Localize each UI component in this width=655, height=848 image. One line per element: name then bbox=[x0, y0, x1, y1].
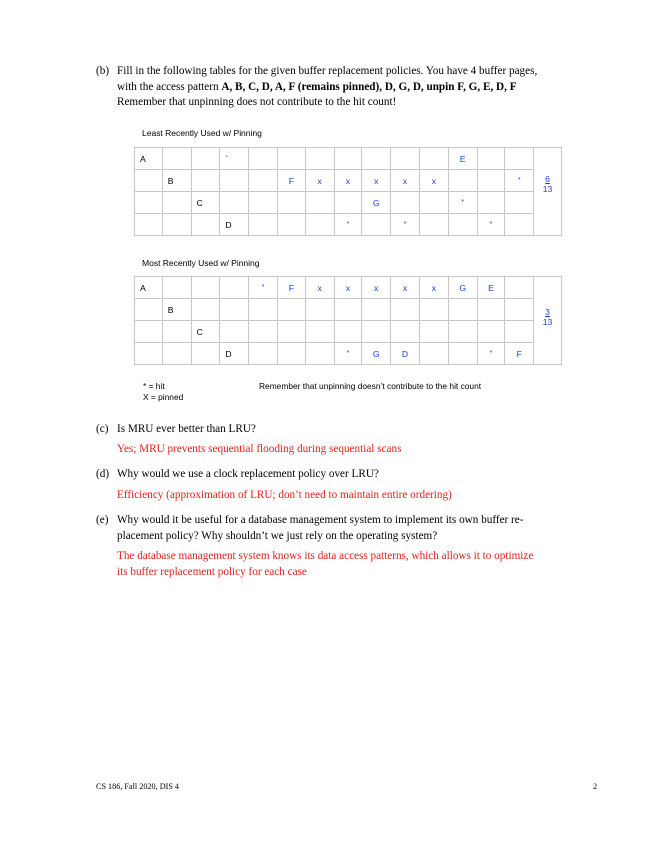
table-cell bbox=[162, 343, 191, 365]
hit-count: 3 bbox=[545, 307, 550, 317]
table-cell bbox=[220, 321, 249, 343]
table-cell bbox=[362, 299, 391, 321]
table-cell: E bbox=[448, 148, 477, 170]
table-cell: x bbox=[391, 277, 420, 299]
table-cell bbox=[362, 214, 391, 236]
table-cell: C bbox=[191, 321, 220, 343]
table-cell bbox=[220, 299, 249, 321]
table-cell bbox=[305, 343, 334, 365]
table-cell bbox=[419, 214, 448, 236]
table-cell bbox=[249, 343, 278, 365]
legend-hit: * = hit bbox=[143, 381, 165, 391]
table-row bbox=[135, 321, 562, 343]
part-e-question-line1: Why would it be useful for a database management system to implement its own buffer re- bbox=[117, 514, 524, 526]
table-cell: D bbox=[220, 214, 249, 236]
table-cell bbox=[505, 277, 534, 299]
table-cell bbox=[305, 148, 334, 170]
part-e-label: (e) bbox=[96, 514, 109, 526]
part-d-answer: Efficiency (approximation of LRU; don’t need to maintain entire ordering) bbox=[117, 489, 452, 501]
table-cell: * bbox=[334, 343, 362, 365]
table-cell: x bbox=[391, 170, 420, 192]
table-cell: E bbox=[477, 277, 505, 299]
part-d-question: Why would we use a clock replacement policy over LRU? bbox=[117, 468, 379, 480]
table-cell bbox=[391, 321, 420, 343]
score-cell bbox=[534, 148, 562, 236]
table-cell bbox=[419, 148, 448, 170]
part-d-label: (d) bbox=[96, 468, 110, 480]
table-cell bbox=[477, 192, 505, 214]
table-cell bbox=[220, 277, 249, 299]
total-accesses: 13 bbox=[542, 317, 553, 327]
part-c-question: Is MRU ever better than LRU? bbox=[117, 423, 256, 435]
legend bbox=[143, 381, 183, 403]
table-cell: G bbox=[362, 343, 391, 365]
table-cell bbox=[249, 321, 278, 343]
table-cell bbox=[278, 192, 306, 214]
table-cell: F bbox=[505, 343, 534, 365]
table-cell bbox=[477, 170, 505, 192]
table-cell: * bbox=[249, 277, 278, 299]
table-cell bbox=[391, 148, 420, 170]
table-cell bbox=[448, 299, 477, 321]
table-cell bbox=[477, 299, 505, 321]
table-cell bbox=[448, 321, 477, 343]
table-cell: x bbox=[334, 170, 362, 192]
table-cell bbox=[135, 321, 163, 343]
table-cell bbox=[135, 343, 163, 365]
score-cell bbox=[534, 277, 562, 365]
table-cell: x bbox=[362, 277, 391, 299]
hit-score bbox=[534, 307, 561, 327]
total-accesses: 13 bbox=[542, 184, 553, 194]
table-cell bbox=[305, 299, 334, 321]
table-cell: x bbox=[419, 170, 448, 192]
table-cell: * bbox=[477, 343, 505, 365]
table-row bbox=[135, 299, 562, 321]
part-b-line2-prefix: with the access pattern bbox=[117, 80, 222, 93]
table-cell: B bbox=[162, 299, 191, 321]
table-cell bbox=[448, 214, 477, 236]
table-cell: x bbox=[419, 277, 448, 299]
part-e-answer-line2: its buffer replacement policy for each case bbox=[117, 565, 307, 578]
table-row bbox=[135, 343, 562, 365]
table-cell bbox=[391, 192, 420, 214]
table-cell bbox=[334, 299, 362, 321]
table-cell bbox=[135, 299, 163, 321]
table-cell: * bbox=[505, 170, 534, 192]
table-cell bbox=[191, 148, 220, 170]
table-cell bbox=[305, 321, 334, 343]
table-cell bbox=[162, 277, 191, 299]
footer-page-number: 2 bbox=[593, 782, 598, 791]
table-cell bbox=[419, 299, 448, 321]
table-cell: D bbox=[391, 343, 420, 365]
table-cell bbox=[362, 321, 391, 343]
table-cell bbox=[419, 192, 448, 214]
table-cell: * bbox=[477, 214, 505, 236]
table-cell bbox=[505, 214, 534, 236]
part-b-question bbox=[117, 64, 607, 111]
table-cell bbox=[505, 299, 534, 321]
lru-table-title: Least Recently Used w/ Pinning bbox=[142, 128, 262, 138]
footer-course: CS 186, Fall 2020, DIS 4 bbox=[96, 782, 180, 791]
table-cell bbox=[278, 299, 306, 321]
table-cell bbox=[448, 343, 477, 365]
table-cell bbox=[477, 321, 505, 343]
table-cell bbox=[249, 192, 278, 214]
table-cell bbox=[334, 192, 362, 214]
table-cell: ` bbox=[220, 148, 249, 170]
table-cell bbox=[249, 214, 278, 236]
table-cell bbox=[249, 170, 278, 192]
access-pattern: A, B, C, D, A, F (remains pinned), D, G, D, unpin F, G, E, D, F bbox=[221, 80, 517, 93]
table-cell bbox=[278, 321, 306, 343]
table-row bbox=[135, 148, 562, 170]
part-b-label: (b) bbox=[96, 65, 110, 77]
hit-count: 6 bbox=[545, 174, 550, 184]
part-e-answer-line1: The database management system knows its data access patterns, which allows it to optimize bbox=[117, 550, 534, 562]
table-row bbox=[135, 170, 562, 192]
table-cell bbox=[278, 343, 306, 365]
table-cell: A bbox=[135, 148, 163, 170]
table-cell bbox=[249, 148, 278, 170]
table-cell bbox=[448, 170, 477, 192]
table-row bbox=[135, 192, 562, 214]
table-cell bbox=[220, 170, 249, 192]
part-e-question bbox=[117, 513, 607, 544]
table-cell bbox=[391, 299, 420, 321]
table-row bbox=[135, 214, 562, 236]
part-c-label: (c) bbox=[96, 423, 109, 435]
table-cell bbox=[162, 214, 191, 236]
table-cell: F bbox=[278, 277, 306, 299]
legend-note: Remember that unpinning doesn’t contribute to the hit count bbox=[259, 381, 482, 391]
table-cell: x bbox=[334, 277, 362, 299]
table-cell: A bbox=[135, 277, 163, 299]
part-b-line3: Remember that unpinning does not contribute to the hit count! bbox=[117, 96, 397, 108]
table-cell bbox=[162, 148, 191, 170]
table-cell bbox=[362, 148, 391, 170]
table-cell bbox=[505, 148, 534, 170]
table-cell bbox=[249, 299, 278, 321]
table-cell: * bbox=[391, 214, 420, 236]
table-cell bbox=[278, 148, 306, 170]
mru-table bbox=[134, 276, 562, 365]
table-cell bbox=[191, 343, 220, 365]
table-cell: * bbox=[448, 192, 477, 214]
table-cell bbox=[505, 321, 534, 343]
part-b-line2 bbox=[117, 80, 607, 96]
table-cell bbox=[278, 214, 306, 236]
table-cell bbox=[191, 170, 220, 192]
table-cell bbox=[334, 321, 362, 343]
table-cell: F bbox=[278, 170, 306, 192]
table-cell bbox=[162, 321, 191, 343]
table-cell bbox=[505, 192, 534, 214]
part-e-answer bbox=[117, 549, 607, 580]
table-cell: C bbox=[191, 192, 220, 214]
table-cell bbox=[135, 192, 163, 214]
table-row bbox=[135, 277, 562, 299]
table-cell: B bbox=[162, 170, 191, 192]
table-cell bbox=[220, 192, 249, 214]
legend-pinned: X = pinned bbox=[143, 392, 184, 402]
table-cell: D bbox=[220, 343, 249, 365]
table-cell bbox=[305, 192, 334, 214]
table-cell: x bbox=[305, 277, 334, 299]
table-cell: G bbox=[362, 192, 391, 214]
table-cell bbox=[162, 192, 191, 214]
part-c-answer: Yes; MRU prevents sequential flooding during sequential scans bbox=[117, 443, 402, 455]
table-cell: x bbox=[362, 170, 391, 192]
table-cell bbox=[135, 170, 163, 192]
lru-table bbox=[134, 147, 562, 236]
table-cell bbox=[419, 321, 448, 343]
table-cell bbox=[191, 277, 220, 299]
table-cell bbox=[305, 214, 334, 236]
table-cell bbox=[191, 214, 220, 236]
table-cell bbox=[135, 214, 163, 236]
table-cell: * bbox=[334, 214, 362, 236]
table-cell bbox=[334, 148, 362, 170]
table-cell: G bbox=[448, 277, 477, 299]
mru-table-title: Most Recently Used w/ Pinning bbox=[142, 258, 260, 268]
part-b-line1: Fill in the following tables for the given buffer replacement policies. You have 4 buffer pages, bbox=[117, 65, 538, 77]
table-cell bbox=[477, 148, 505, 170]
hit-score bbox=[534, 174, 561, 194]
part-e-question-line2: placement policy? Why shouldn’t we just rely on the operating system? bbox=[117, 529, 438, 542]
table-cell bbox=[419, 343, 448, 365]
table-cell: x bbox=[305, 170, 334, 192]
table-cell bbox=[191, 299, 220, 321]
